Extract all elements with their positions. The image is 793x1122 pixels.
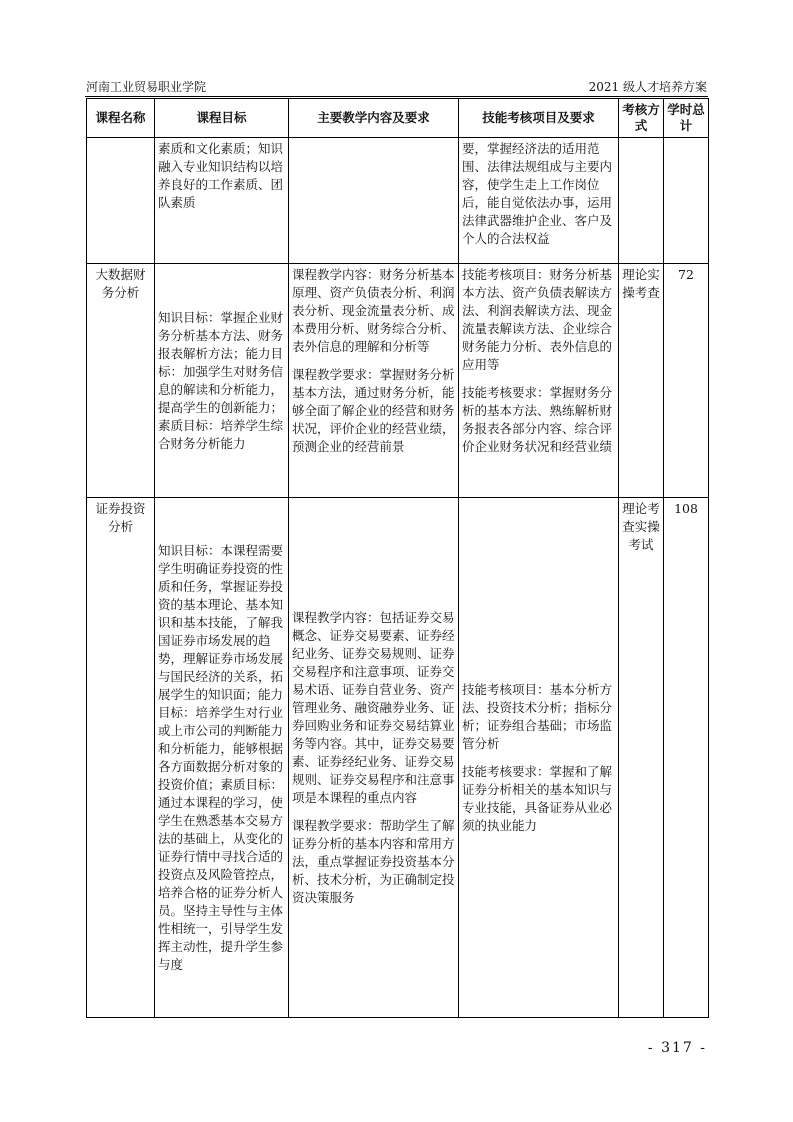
table-row (87, 264, 709, 498)
course-name-cell: 证券投资分析 (87, 498, 155, 1018)
assessment-cell: 理论考查实操考试 (619, 498, 664, 1018)
content-paragraph: 课程教学要求：掌握财务分析基本方法，通过财务分析，能够全面了解企业的经营和财务状况，评价企业的经营业绩，预测企业的经营前景 (292, 367, 455, 454)
hours-cell: 72 (664, 264, 709, 498)
header-rule (85, 96, 708, 97)
table-row (87, 138, 709, 264)
course-name-cell: 大数据财务分析 (87, 264, 155, 498)
skills-paragraph: 技能考核项目：财务分析基本方法、资产负债表解读方法、利润表解读方法、现金流量表解读方法、企业综合财务能力分析、表外信息的应用等 (462, 267, 613, 372)
objective-cell (155, 138, 289, 264)
column-header-objective: 课程目标 (155, 99, 289, 138)
content-paragraph: 课程教学要求：帮助学生了解证券分析的基本内容和常用方法，重点掌握证券投资基本分析、技术分析，为正确制定投资决策服务 (292, 817, 455, 905)
column-header-course-name: 课程名称 (87, 99, 155, 138)
hours-cell (664, 138, 709, 264)
skills-text: 要，掌握经济法的适用范围、法律法规组成与主要内容，使学生走上工作岗位后，能自觉依法办事，运用法律武器维护企业、客户及个人的合法权益 (462, 141, 613, 246)
content-cell (289, 264, 459, 498)
content-paragraph: 课程教学内容：财务分析基本原理、资产负债表分析、利润表分析、现金流量表分析、成本费用分析、财务综合分析、表外信息的理解和分析等 (292, 267, 455, 354)
objective-text: 知识目标：掌握企业财务分析基本方法、财务报表解析方法；能力目标：加强学生对财务信息的解读和分析能力，提高学生的创新能力；素质目标：培养学生综合财务分析能力 (158, 309, 284, 451)
page-number: - 317 - (647, 1040, 707, 1056)
column-header-assessment: 考核方式 (619, 99, 664, 138)
column-header-skills: 技能考核项目及要求 (459, 99, 619, 138)
skills-paragraph: 技能考核要求：掌握和了解证券分析相关的基本知识与专业技能，具备证券从业必须的执业能力 (462, 763, 613, 833)
column-header-hours: 学时总计 (664, 99, 709, 138)
skills-paragraph: 技能考核要求：掌握财务分析的基本方法、熟练解析财务报表各部分内容、综合评价企业财务状况和经营业绩 (462, 385, 613, 454)
table-row (87, 498, 709, 1018)
header-institution: 河南工业贸易职业学院 (86, 80, 207, 94)
content-cell (289, 138, 459, 264)
column-header-content: 主要教学内容及要求 (289, 99, 459, 138)
header-document-title: 2021 级人才培养方案 (588, 80, 707, 94)
skills-paragraph: 技能考核项目：基本分析方法、投资技术分析；指标分析；证券组合基础；市场监管分析 (462, 681, 613, 751)
skills-cell (459, 264, 619, 498)
hours-cell: 108 (664, 498, 709, 1018)
content-cell (289, 498, 459, 1018)
assessment-cell: 理论实操考查 (619, 264, 664, 498)
objective-cell (155, 264, 289, 498)
objective-cell (155, 498, 289, 1018)
content-paragraph: 课程教学内容：包括证券交易概念、证券交易要素、证券经纪业务、证券交易规则、证券交易程序和注意事项、证券交易术语、证券自营业务、资产管理业务、融资融券业务、证券回购业务和证券交易结算业务等内容。其中，证券交易要素、证券经纪业务、证券交易规则、证券交易程序和注意事项是本课程的重点内容 (292, 609, 455, 805)
objective-text: 知识目标：本课程需要学生明确证券投资的性质和任务，掌握证券投资的基本理论、基本知识和基本技能，了解我国证券市场发展的趋势，理解证券市场发展与国民经济的关系，拓展学生的知识面；能力目标：培养学生对行业或上市公司的判断能力和分析能力，能够根据各方面数据分析对象的投资价值；素质目标：通过本课程的学习，使学生在熟悉基本交易方法的基础上，从变化的证券行情中寻找合适的投资点及风险管控点，培养合格的证券分析人员。坚持主导性与主体性相统一，引导学生发挥主动性，提升学生参与度 (158, 542, 284, 972)
objective-text: 素质和文化素质；知识融入专业知识结构以培养良好的工作素质、团队素质 (158, 141, 284, 210)
skills-cell (459, 138, 619, 264)
course-table (86, 98, 709, 1018)
table-header-row (87, 99, 709, 138)
skills-cell (459, 498, 619, 1018)
course-name-cell (87, 138, 155, 264)
assessment-cell (619, 138, 664, 264)
